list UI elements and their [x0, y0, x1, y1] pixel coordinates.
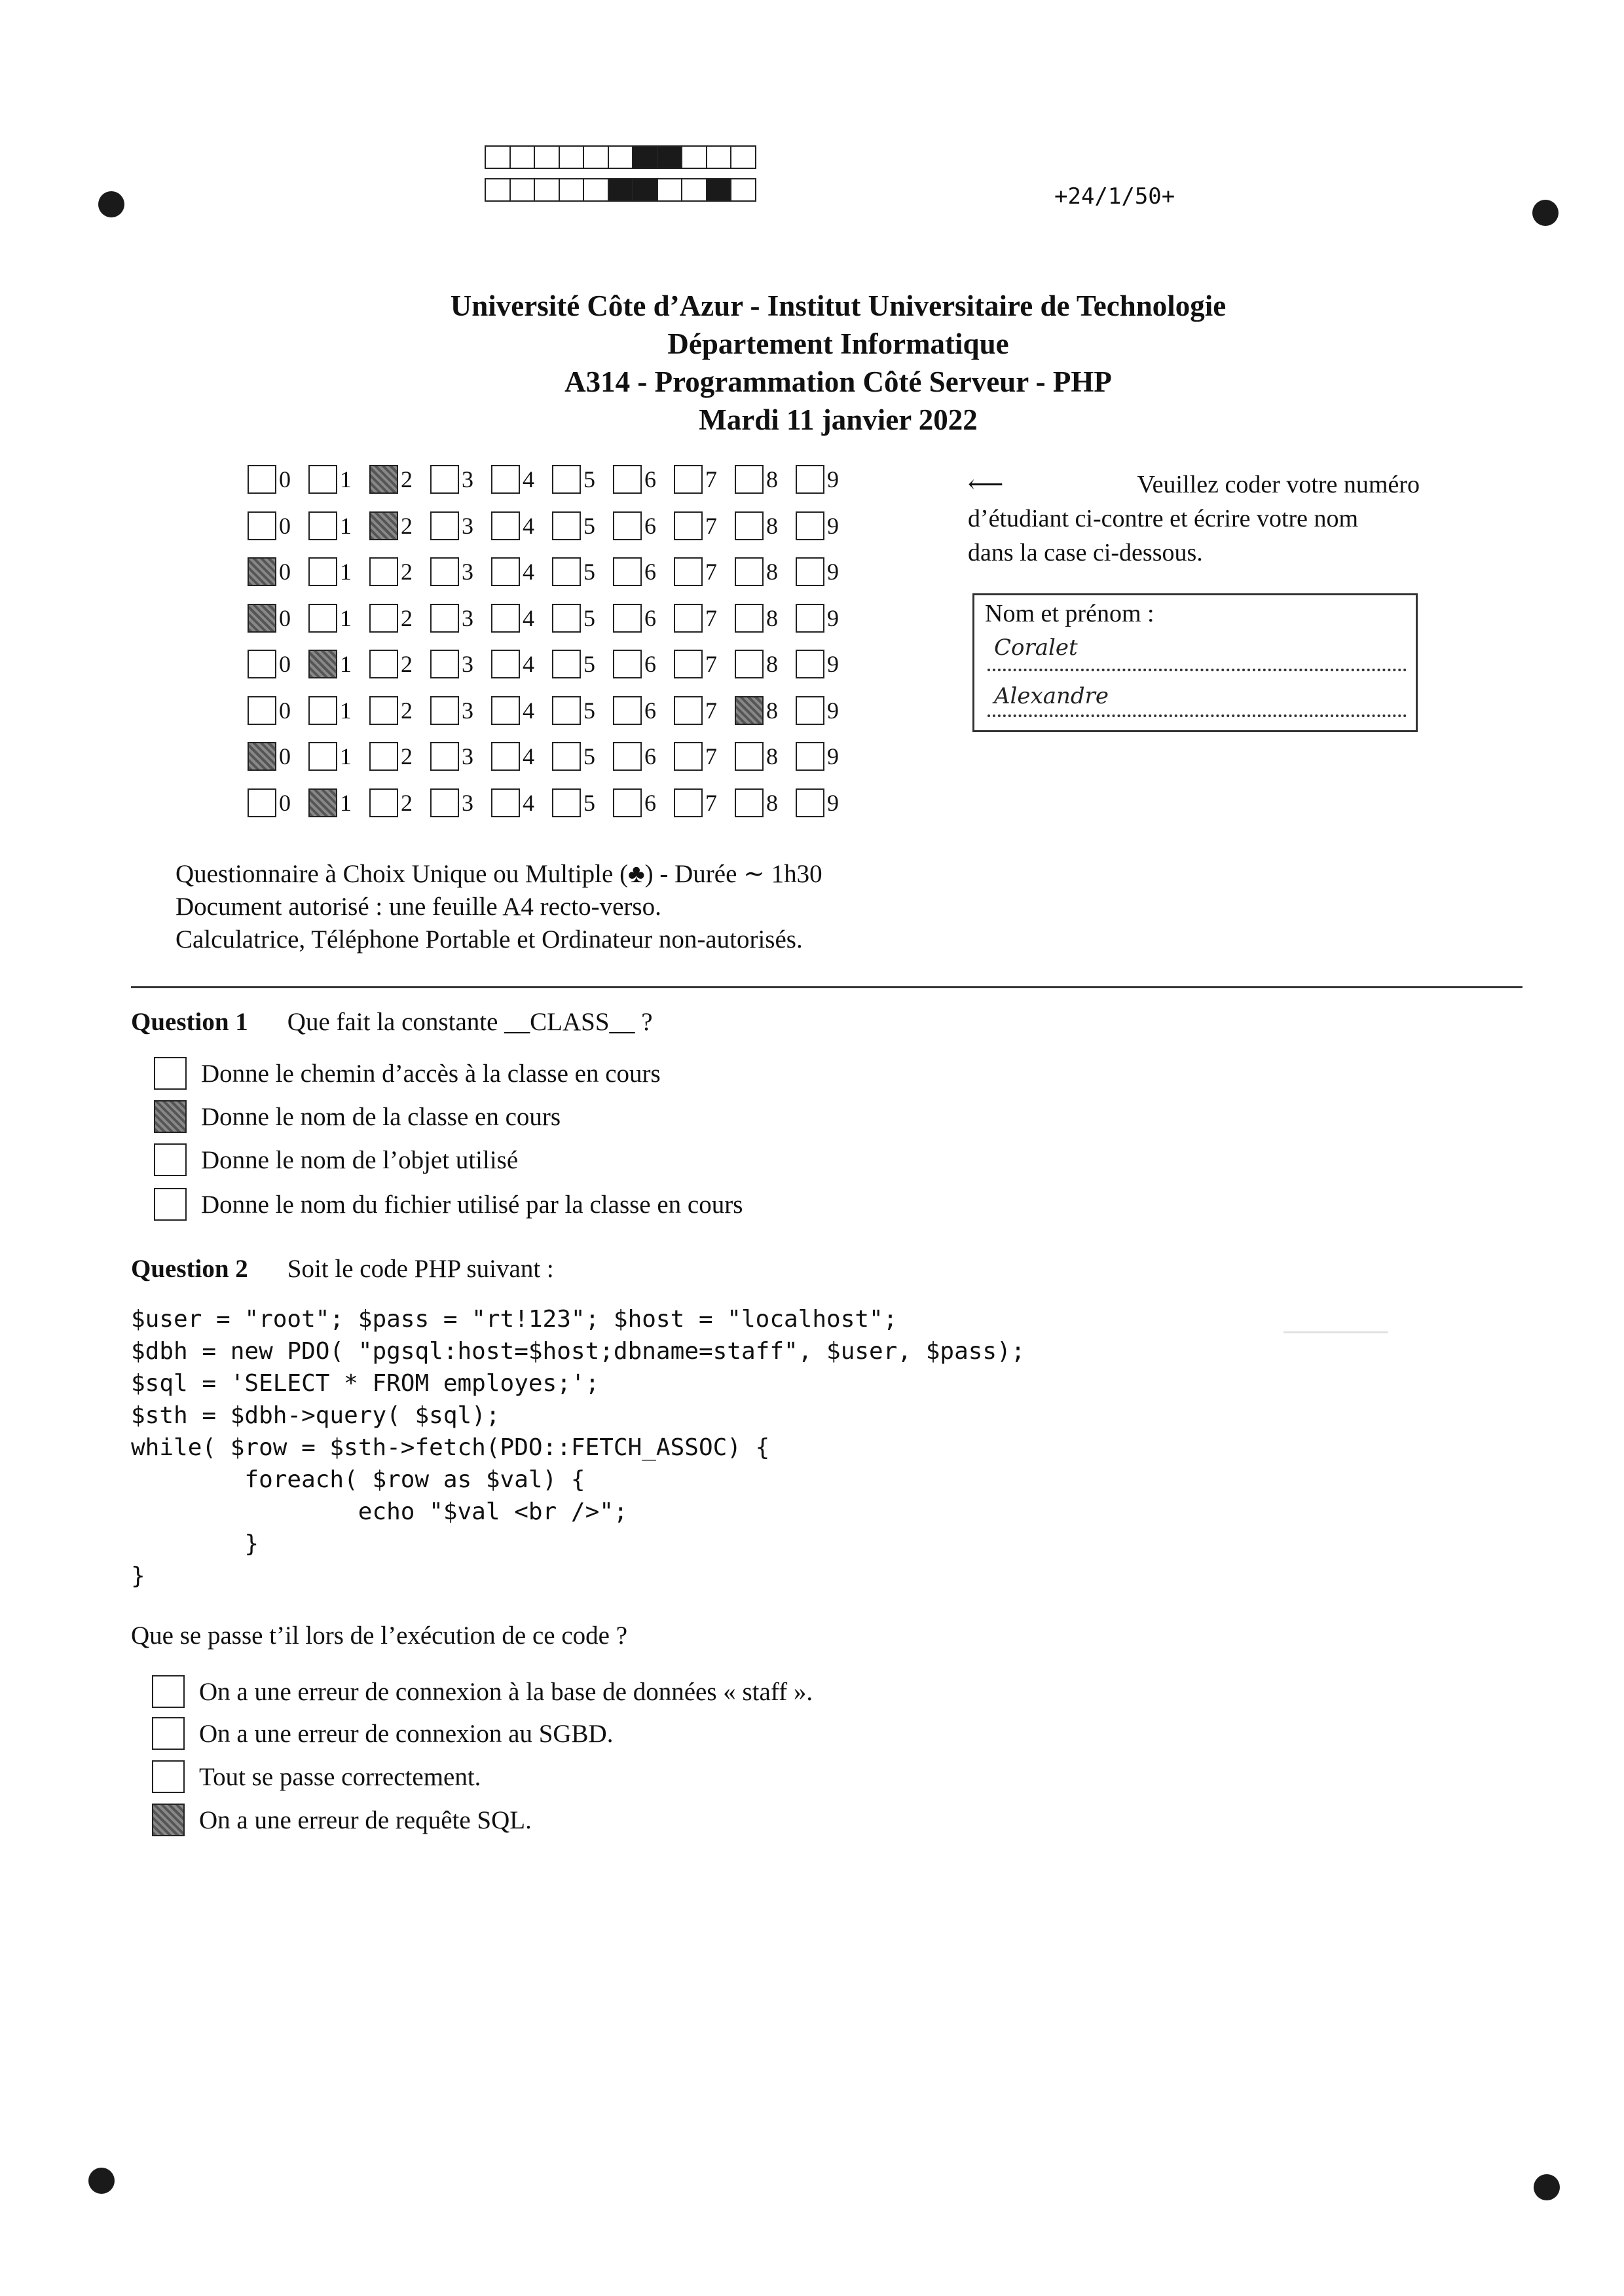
- digit-label: 1: [340, 697, 352, 724]
- digit-checkbox[interactable]: [796, 604, 824, 633]
- digit-option: [308, 604, 369, 633]
- barcode-row-top: [485, 145, 755, 169]
- digit-label: 0: [279, 651, 291, 677]
- digit-option: [248, 788, 308, 817]
- digit-checkbox[interactable]: [796, 788, 824, 817]
- digit-option: [248, 604, 308, 633]
- digit-checkbox[interactable]: [674, 742, 703, 771]
- digit-label: 2: [401, 559, 413, 585]
- digit-checkbox[interactable]: [308, 650, 337, 678]
- digit-checkbox[interactable]: [308, 788, 337, 817]
- digit-checkbox[interactable]: [735, 650, 764, 678]
- digit-label: 8: [766, 604, 778, 631]
- scan-mark: [1283, 1331, 1388, 1333]
- digit-label: 4: [523, 697, 534, 724]
- digit-label: 3: [462, 466, 473, 492]
- digit-label: 1: [340, 512, 352, 539]
- student-number-row: [248, 555, 857, 589]
- digit-option: [491, 604, 552, 633]
- digit-label: 0: [279, 789, 291, 816]
- digit-option: [491, 696, 552, 725]
- digit-checkbox[interactable]: [796, 557, 824, 586]
- digit-option: [308, 788, 369, 817]
- name-line-2: [987, 714, 1407, 717]
- digit-label: 3: [462, 789, 473, 816]
- answer-checkbox[interactable]: [154, 1188, 187, 1221]
- digit-checkbox[interactable]: [613, 696, 642, 725]
- digit-option: [613, 465, 674, 494]
- answer-option[interactable]: [152, 1717, 613, 1750]
- digit-option: [796, 788, 857, 817]
- student-number-row: [248, 462, 857, 496]
- digit-label: 0: [279, 743, 291, 769]
- digit-label: 9: [827, 512, 839, 539]
- digit-option: [735, 696, 796, 725]
- digit-label: 6: [644, 466, 656, 492]
- digit-checkbox[interactable]: [369, 465, 398, 494]
- answer-option[interactable]: [154, 1100, 561, 1133]
- digit-option: [491, 650, 552, 678]
- registration-mark-bottom-right: [1534, 2174, 1560, 2200]
- divider: [131, 986, 1522, 988]
- digit-label: 5: [583, 512, 595, 539]
- digit-option: [735, 557, 796, 586]
- digit-checkbox[interactable]: [552, 557, 581, 586]
- digit-label: 2: [401, 697, 413, 724]
- digit-label: 9: [827, 559, 839, 585]
- digit-checkbox[interactable]: [552, 604, 581, 633]
- digit-checkbox[interactable]: [248, 465, 276, 494]
- digit-label: 5: [583, 743, 595, 769]
- digit-option: [248, 696, 308, 725]
- answer-checkbox[interactable]: [152, 1760, 185, 1793]
- digit-option: [735, 742, 796, 771]
- digit-label: 0: [279, 512, 291, 539]
- digit-option: [430, 604, 491, 633]
- digit-label: 1: [340, 559, 352, 585]
- exam-rules: Questionnaire à Choix Unique ou Multiple (♣) - Durée ∼ 1h30 Document autorisé : une feuille A4 recto-verso. Calculatrice, Téléphone Portable et Ordinateur non-autorisés.: [175, 860, 822, 954]
- digit-checkbox[interactable]: [796, 650, 824, 678]
- student-number-row: [248, 647, 857, 681]
- digit-checkbox[interactable]: [369, 742, 398, 771]
- arrow-left-icon: ⟵: [968, 471, 1004, 498]
- digit-label: 5: [583, 697, 595, 724]
- digit-option: [552, 742, 613, 771]
- answer-text: Tout se passe correctement.: [199, 1762, 481, 1791]
- digit-checkbox[interactable]: [674, 696, 703, 725]
- digit-checkbox[interactable]: [248, 511, 276, 540]
- student-number-row: [248, 786, 857, 820]
- digit-option: [308, 557, 369, 586]
- digit-option: [430, 742, 491, 771]
- digit-label: 3: [462, 743, 473, 769]
- digit-option: [674, 604, 735, 633]
- digit-label: 1: [340, 466, 352, 492]
- digit-checkbox[interactable]: [430, 742, 459, 771]
- digit-option: [552, 604, 613, 633]
- digit-option: [248, 557, 308, 586]
- digit-checkbox[interactable]: [613, 511, 642, 540]
- answer-text: On a une erreur de connexion à la base de données « staff ».: [199, 1677, 813, 1706]
- digit-label: 8: [766, 559, 778, 585]
- digit-label: 0: [279, 604, 291, 631]
- digit-label: 1: [340, 743, 352, 769]
- php-code-block: $user = "root"; $pass = "rt!123"; $host = "localhost"; $dbh = new PDO( "pgsql:host=$host;dbname=staff", $user, $pass); $sql = 'SELECT * FROM employes;'; $sth = $dbh->query( $sql); while( $row = $sth->fetch(PDO::FETCH_ASSOC) { foreach( $row as $val) { echo "$val <br />"; } }: [131, 1306, 1025, 1589]
- digit-option: [369, 742, 430, 771]
- student-number-row: [248, 739, 857, 773]
- answer-text: Donne le chemin d’accès à la classe en cours: [201, 1059, 661, 1088]
- digit-option: [308, 650, 369, 678]
- digit-option: [369, 465, 430, 494]
- digit-label: 3: [462, 604, 473, 631]
- digit-option: [491, 557, 552, 586]
- digit-checkbox[interactable]: [674, 650, 703, 678]
- digit-label: 9: [827, 743, 839, 769]
- digit-label: 4: [523, 604, 534, 631]
- digit-option: [674, 742, 735, 771]
- digit-option: [674, 696, 735, 725]
- digit-option: [796, 604, 857, 633]
- digit-checkbox[interactable]: [613, 788, 642, 817]
- digit-checkbox[interactable]: [491, 788, 520, 817]
- student-number-row: [248, 601, 857, 635]
- digit-option: [369, 604, 430, 633]
- digit-option: [735, 465, 796, 494]
- digit-checkbox[interactable]: [308, 696, 337, 725]
- digit-option: [430, 650, 491, 678]
- digit-option: [248, 465, 308, 494]
- digit-option: [613, 650, 674, 678]
- digit-option: [491, 511, 552, 540]
- digit-option: [308, 696, 369, 725]
- digit-label: 4: [523, 651, 534, 677]
- digit-option: [796, 696, 857, 725]
- digit-checkbox[interactable]: [491, 511, 520, 540]
- digit-label: 6: [644, 743, 656, 769]
- answer-option[interactable]: [152, 1804, 532, 1836]
- digit-checkbox[interactable]: [369, 650, 398, 678]
- digit-option: [613, 696, 674, 725]
- digit-label: 4: [523, 512, 534, 539]
- digit-label: 8: [766, 743, 778, 769]
- digit-label: 8: [766, 697, 778, 724]
- header-university: Université Côte d’Azur - Institut Universitaire de Technologie: [450, 289, 1227, 322]
- digit-label: 5: [583, 604, 595, 631]
- digit-option: [491, 465, 552, 494]
- digit-checkbox[interactable]: [674, 788, 703, 817]
- answer-checkbox[interactable]: [154, 1057, 187, 1090]
- digit-checkbox[interactable]: [430, 788, 459, 817]
- digit-label: 4: [523, 789, 534, 816]
- digit-label: 6: [644, 512, 656, 539]
- digit-checkbox[interactable]: [674, 557, 703, 586]
- digit-checkbox[interactable]: [369, 788, 398, 817]
- digit-option: [735, 604, 796, 633]
- digit-option: [674, 557, 735, 586]
- digit-label: 0: [279, 559, 291, 585]
- digit-checkbox[interactable]: [430, 511, 459, 540]
- digit-checkbox[interactable]: [248, 604, 276, 633]
- digit-label: 9: [827, 466, 839, 492]
- digit-label: 1: [340, 789, 352, 816]
- digit-label: 4: [523, 743, 534, 769]
- digit-option: [369, 696, 430, 725]
- digit-checkbox[interactable]: [796, 465, 824, 494]
- header-department: Département Informatique: [667, 327, 1009, 360]
- digit-checkbox[interactable]: [308, 511, 337, 540]
- digit-label: 0: [279, 697, 291, 724]
- digit-label: 7: [705, 512, 717, 539]
- digit-label: 8: [766, 651, 778, 677]
- digit-checkbox[interactable]: [491, 696, 520, 725]
- answer-checkbox[interactable]: [152, 1717, 185, 1750]
- question-2-followup: Que se passe t’il lors de l’exécution de ce code ?: [131, 1621, 628, 1650]
- digit-label: 6: [644, 604, 656, 631]
- digit-checkbox[interactable]: [430, 557, 459, 586]
- digit-option: [552, 696, 613, 725]
- digit-option: [613, 557, 674, 586]
- digit-option: [491, 742, 552, 771]
- digit-option: [552, 788, 613, 817]
- digit-label: 9: [827, 604, 839, 631]
- digit-checkbox[interactable]: [491, 742, 520, 771]
- digit-option: [796, 650, 857, 678]
- digit-label: 7: [705, 743, 717, 769]
- student-number-row: [248, 694, 857, 728]
- digit-label: 9: [827, 789, 839, 816]
- digit-option: [552, 557, 613, 586]
- digit-label: 7: [705, 466, 717, 492]
- digit-checkbox[interactable]: [674, 604, 703, 633]
- digit-option: [613, 511, 674, 540]
- answer-text: On a une erreur de requête SQL.: [199, 1805, 532, 1834]
- digit-option: [308, 511, 369, 540]
- digit-checkbox[interactable]: [430, 465, 459, 494]
- digit-label: 6: [644, 789, 656, 816]
- digit-option: [674, 650, 735, 678]
- answer-option[interactable]: [152, 1675, 813, 1708]
- digit-option: [735, 511, 796, 540]
- digit-label: 8: [766, 466, 778, 492]
- digit-checkbox[interactable]: [613, 557, 642, 586]
- digit-option: [796, 465, 857, 494]
- digit-label: 8: [766, 789, 778, 816]
- digit-label: 9: [827, 697, 839, 724]
- digit-option: [369, 650, 430, 678]
- barcode-row-bottom: [485, 178, 755, 202]
- student-number-row: [248, 509, 857, 543]
- answer-option[interactable]: [154, 1188, 743, 1221]
- digit-checkbox[interactable]: [552, 696, 581, 725]
- digit-option: [308, 465, 369, 494]
- digit-checkbox[interactable]: [735, 696, 764, 725]
- digit-checkbox[interactable]: [552, 465, 581, 494]
- digit-checkbox[interactable]: [308, 742, 337, 771]
- digit-checkbox[interactable]: [430, 604, 459, 633]
- digit-checkbox[interactable]: [552, 788, 581, 817]
- digit-option: [248, 511, 308, 540]
- digit-option: [613, 788, 674, 817]
- digit-checkbox[interactable]: [735, 604, 764, 633]
- digit-checkbox[interactable]: [248, 650, 276, 678]
- digit-label: 6: [644, 559, 656, 585]
- registration-mark-bottom-left: [88, 2168, 115, 2194]
- digit-option: [796, 557, 857, 586]
- digit-checkbox[interactable]: [735, 465, 764, 494]
- question-2-title: Question 2 Soit le code PHP suivant :: [131, 1255, 554, 1283]
- answer-option[interactable]: [154, 1143, 518, 1176]
- digit-option: [430, 696, 491, 725]
- digit-checkbox[interactable]: [796, 742, 824, 771]
- digit-checkbox[interactable]: [308, 465, 337, 494]
- digit-option: [369, 557, 430, 586]
- answer-checkbox[interactable]: [154, 1143, 187, 1176]
- digit-checkbox[interactable]: [369, 604, 398, 633]
- header-date: Mardi 11 janvier 2022: [699, 403, 978, 436]
- answer-text: On a une erreur de connexion au SGBD.: [199, 1719, 614, 1748]
- answer-text: Donne le nom de la classe en cours: [201, 1102, 561, 1131]
- digit-label: 5: [583, 466, 595, 492]
- digit-checkbox[interactable]: [369, 696, 398, 725]
- digit-option: [552, 650, 613, 678]
- digit-checkbox[interactable]: [308, 604, 337, 633]
- student-instructions: ⟵ Veuillez coder votre numéro d’étudiant ci-contre et écrire votre nom dans la case ci-dessous.: [968, 468, 1420, 570]
- digit-option: [674, 465, 735, 494]
- digit-label: 8: [766, 512, 778, 539]
- digit-label: 1: [340, 651, 352, 677]
- digit-option: [796, 511, 857, 540]
- digit-label: 7: [705, 604, 717, 631]
- digit-checkbox[interactable]: [613, 604, 642, 633]
- digit-label: 5: [583, 559, 595, 585]
- digit-label: 7: [705, 789, 717, 816]
- name-field[interactable]: [972, 593, 1418, 732]
- digit-option: [248, 650, 308, 678]
- digit-option: [491, 788, 552, 817]
- digit-label: 5: [583, 789, 595, 816]
- digit-checkbox[interactable]: [552, 742, 581, 771]
- digit-label: 2: [401, 743, 413, 769]
- digit-checkbox[interactable]: [248, 557, 276, 586]
- digit-label: 2: [401, 466, 413, 492]
- digit-option: [613, 604, 674, 633]
- digit-option: [430, 465, 491, 494]
- digit-checkbox[interactable]: [369, 511, 398, 540]
- digit-label: 2: [401, 789, 413, 816]
- digit-option: [613, 742, 674, 771]
- registration-mark-top-right: [1532, 200, 1559, 226]
- answer-option[interactable]: [154, 1057, 661, 1090]
- name-line-1: [987, 669, 1407, 671]
- digit-checkbox[interactable]: [248, 742, 276, 771]
- digit-checkbox[interactable]: [491, 604, 520, 633]
- digit-option: [552, 511, 613, 540]
- digit-label: 3: [462, 697, 473, 724]
- sheet-id: +24/1/50+: [1054, 183, 1175, 210]
- digit-checkbox[interactable]: [308, 557, 337, 586]
- digit-option: [735, 788, 796, 817]
- digit-checkbox[interactable]: [248, 788, 276, 817]
- digit-label: 7: [705, 651, 717, 677]
- digit-checkbox[interactable]: [491, 650, 520, 678]
- digit-option: [430, 788, 491, 817]
- digit-label: 6: [644, 697, 656, 724]
- digit-label: 4: [523, 466, 534, 492]
- digit-checkbox[interactable]: [613, 465, 642, 494]
- digit-label: 6: [644, 651, 656, 677]
- answer-checkbox[interactable]: [154, 1100, 187, 1133]
- answer-text: Donne le nom du fichier utilisé par la classe en cours: [201, 1190, 743, 1219]
- header-course: A314 - Programmation Côté Serveur - PHP: [564, 365, 1112, 398]
- digit-option: [369, 511, 430, 540]
- digit-checkbox[interactable]: [796, 511, 824, 540]
- answer-option[interactable]: [152, 1760, 481, 1793]
- digit-label: 3: [462, 651, 473, 677]
- digit-checkbox[interactable]: [248, 696, 276, 725]
- digit-label: 2: [401, 512, 413, 539]
- digit-label: 1: [340, 604, 352, 631]
- answer-text: Donne le nom de l’objet utilisé: [201, 1145, 519, 1174]
- digit-option: [308, 742, 369, 771]
- digit-checkbox[interactable]: [552, 650, 581, 678]
- digit-option: [674, 788, 735, 817]
- digit-checkbox[interactable]: [735, 557, 764, 586]
- digit-label: 3: [462, 559, 473, 585]
- digit-label: 7: [705, 697, 717, 724]
- digit-checkbox[interactable]: [735, 788, 764, 817]
- digit-option: [735, 650, 796, 678]
- answer-checkbox[interactable]: [152, 1804, 185, 1836]
- digit-label: 2: [401, 604, 413, 631]
- digit-label: 5: [583, 651, 595, 677]
- digit-option: [369, 788, 430, 817]
- digit-option: [430, 511, 491, 540]
- digit-checkbox[interactable]: [735, 742, 764, 771]
- digit-checkbox[interactable]: [430, 696, 459, 725]
- digit-checkbox[interactable]: [613, 742, 642, 771]
- digit-label: 2: [401, 651, 413, 677]
- digit-option: [430, 557, 491, 586]
- digit-checkbox[interactable]: [674, 465, 703, 494]
- digit-label: 7: [705, 559, 717, 585]
- digit-checkbox[interactable]: [430, 650, 459, 678]
- digit-option: [552, 465, 613, 494]
- name-field-label: Nom et prénom :: [985, 600, 1154, 627]
- digit-checkbox[interactable]: [674, 511, 703, 540]
- digit-checkbox[interactable]: [735, 511, 764, 540]
- digit-checkbox[interactable]: [491, 557, 520, 586]
- digit-label: 3: [462, 512, 473, 539]
- digit-label: 9: [827, 651, 839, 677]
- question-1-title: Question 1 Que fait la constante __CLASS__ ?: [131, 1008, 653, 1036]
- digit-label: 4: [523, 559, 534, 585]
- digit-checkbox[interactable]: [796, 696, 824, 725]
- digit-checkbox[interactable]: [552, 511, 581, 540]
- digit-checkbox[interactable]: [613, 650, 642, 678]
- digit-option: [796, 742, 857, 771]
- digit-checkbox[interactable]: [369, 557, 398, 586]
- registration-mark-top-left: [98, 191, 124, 217]
- digit-checkbox[interactable]: [491, 465, 520, 494]
- digit-option: [248, 742, 308, 771]
- digit-label: 0: [279, 466, 291, 492]
- digit-option: [674, 511, 735, 540]
- handwritten-first-name: Alexandre: [994, 683, 1109, 709]
- handwritten-last-name: Coralet: [994, 635, 1078, 661]
- answer-checkbox[interactable]: [152, 1675, 185, 1708]
